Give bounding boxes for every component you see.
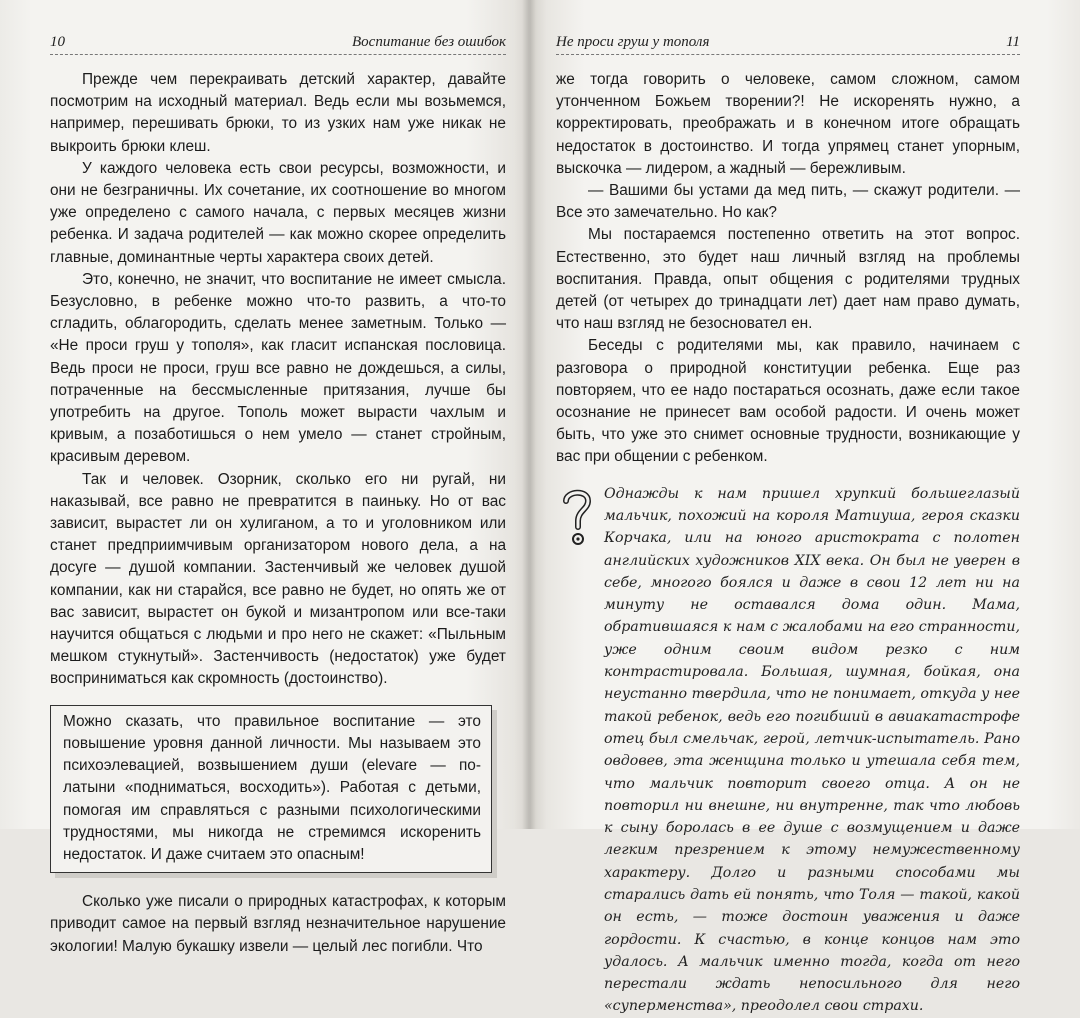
right-running-header (556, 34, 1020, 55)
question-mark-icon (560, 487, 594, 551)
highlight-box (50, 705, 492, 873)
left-paragraph: Так и человек. Озорник, сколько его ни ругай, ни наказывай, все равно не превратится в паиньку. Но от вас зависит, вырастет ли он хулиганом, а то и уголовником или станет предприимчивым организатором нового дела, а на досуге — душой компании. Застенчивый же человек душой компании, как ни старайся, все равно не будет, но опять же от вас зависит, вырастет он букой и мизантропом или все-таки научится общаться с людьми и про него не скажет: «Пыльным мешком стукнутый». Застенчивость (недостаток) уже будет восприниматься как скромность (достоинство). (50, 470, 506, 688)
case-note (556, 483, 1020, 1018)
right-paragraph: — Вашими бы устами да мед пить, — скажут родители. — Все это замечательно. Но как? (556, 182, 1020, 222)
left-paragraph: У каждого человека есть свои ресурсы, возможности, и они не безграничны. Их сочетание, их соотношение во многом уже определено с самого начала, с первых месяцев жизни ребенка. И задача родителей — как можно скорее определить главные, доминантные черты характера своих детей. (50, 159, 506, 266)
right-paragraph: Мы постараемся постепенно ответить на этот вопрос. Естественно, это будет наш личный взгляд на проблемы воспитания. Правда, опыт общения с родителями трудных детей (от четырех до тринадцати лет) дает нам право думать, что наш взгляд не безосновател ен. (556, 226, 1020, 333)
right-page-number: 11 (1006, 34, 1020, 50)
left-page-number: 10 (50, 34, 65, 50)
left-closing-paragraph: Сколько уже писали о природных катастрофах, к которым приводит самое на первый взгляд незначительное нарушение экологии! Малую букашку извели — целый лес погибли. Что (50, 893, 506, 955)
left-paragraph: Прежде чем перекраивать детский характер, давайте посмотрим на исходный материал. Ведь если мы возьмемся, например, перешивать брюки, то из узких нам уже никак не выкроить брюки клеш. (50, 71, 506, 155)
gutter-shadow (522, 0, 536, 829)
right-paragraph: Беседы с родителями мы, как правило, начинаем с разговора о природной конституции ребенка. Еще раз повторяем, что ее надо постараться осознать, даже если такое осознание не принесет вам особой радости. И очень может быть, что уже это снимет основные трудности, возникающие у вас при общении с ребенком. (556, 337, 1020, 466)
case-note-text: Однажды к нам пришел хрупкий большеглазый мальчик, похожий на короля Матиуша, героя сказки Корчака, или на юного аристократа с полотен английских художников XIX века. Он был не уверен в себе, многого боялся и даже в свои 12 лет ни на минуту не оставался дома один. Мама, обратившаяся к нам с жалобами на его странности, уже одним своим видом резко с ним контрастировала. Большая, шумная, бойкая, она неустанно твердила, что не понимает, откуда у нее такой ребенок, ведь его погибший в авиакатастрофе отец был смельчак, герой, летчик-испытатель. Рано овдовев, эта женщина только и утешала себя тем, что мальчик повторит своего отца. А он не повторил ни внешне, ни внутренне, так что любовь к сыну боролась в ее душе с возмущением и даже легким презрением к этому немужественному характеру. Долго и разными способами мы старались дать ей понять, что Толя — такой, какой он есть, — тоже достоин уважения и даже гордости. К счастью, в конце концов нам это удалось. А мальчик именно тогда, когда от него перестали ждать непосильного для него «суперменства», преодолел свои страхи. (604, 485, 1020, 1015)
left-running-header (50, 34, 506, 55)
left-paragraph: Это, конечно, не значит, что воспитание не имеет смысла. Безусловно, в ребенке можно что-то развить, а что-то сгладить, облагородить, сделать менее заметным. Только — «Не проси груш у тополя», как гласит испанская пословица. Ведь проси не проси, груш все равно не дождешься, а силы, потраченные на бессмысленные притязания, лучше бы употребить на другое. Тополь может вырасти чахлым и кривым, а позаботишься о нем умело — станет стройным, красивым деревом. (50, 270, 506, 466)
right-paragraph: же тогда говорить о человеке, самом сложном, самом утонченном Божьем творении?! Не искоренять нужно, а корректировать, преображать и в конечном итоге обращать недостаток в достоинство. И тогда упрямец станет упорным, выскочка — лидером, а жадный — бережливым. (556, 71, 1020, 177)
right-running-head: Не проси груш у тополя (556, 34, 710, 50)
left-running-head: Воспитание без ошибок (352, 34, 506, 50)
highlight-box-text: Можно сказать, что правильное воспитание — это повышение уровня данной личности. Мы называем это психоэлевацией, возвышением души (elevare — по-латыни «подниматься, восходить»). Работая с детьми, помогая им справляться с разными психологическими трудностями, мы никогда не стремимся искоренить недостаток. И даже считаем это опасным! (63, 712, 481, 863)
left-page (0, 0, 530, 955)
right-page (530, 0, 1080, 1015)
